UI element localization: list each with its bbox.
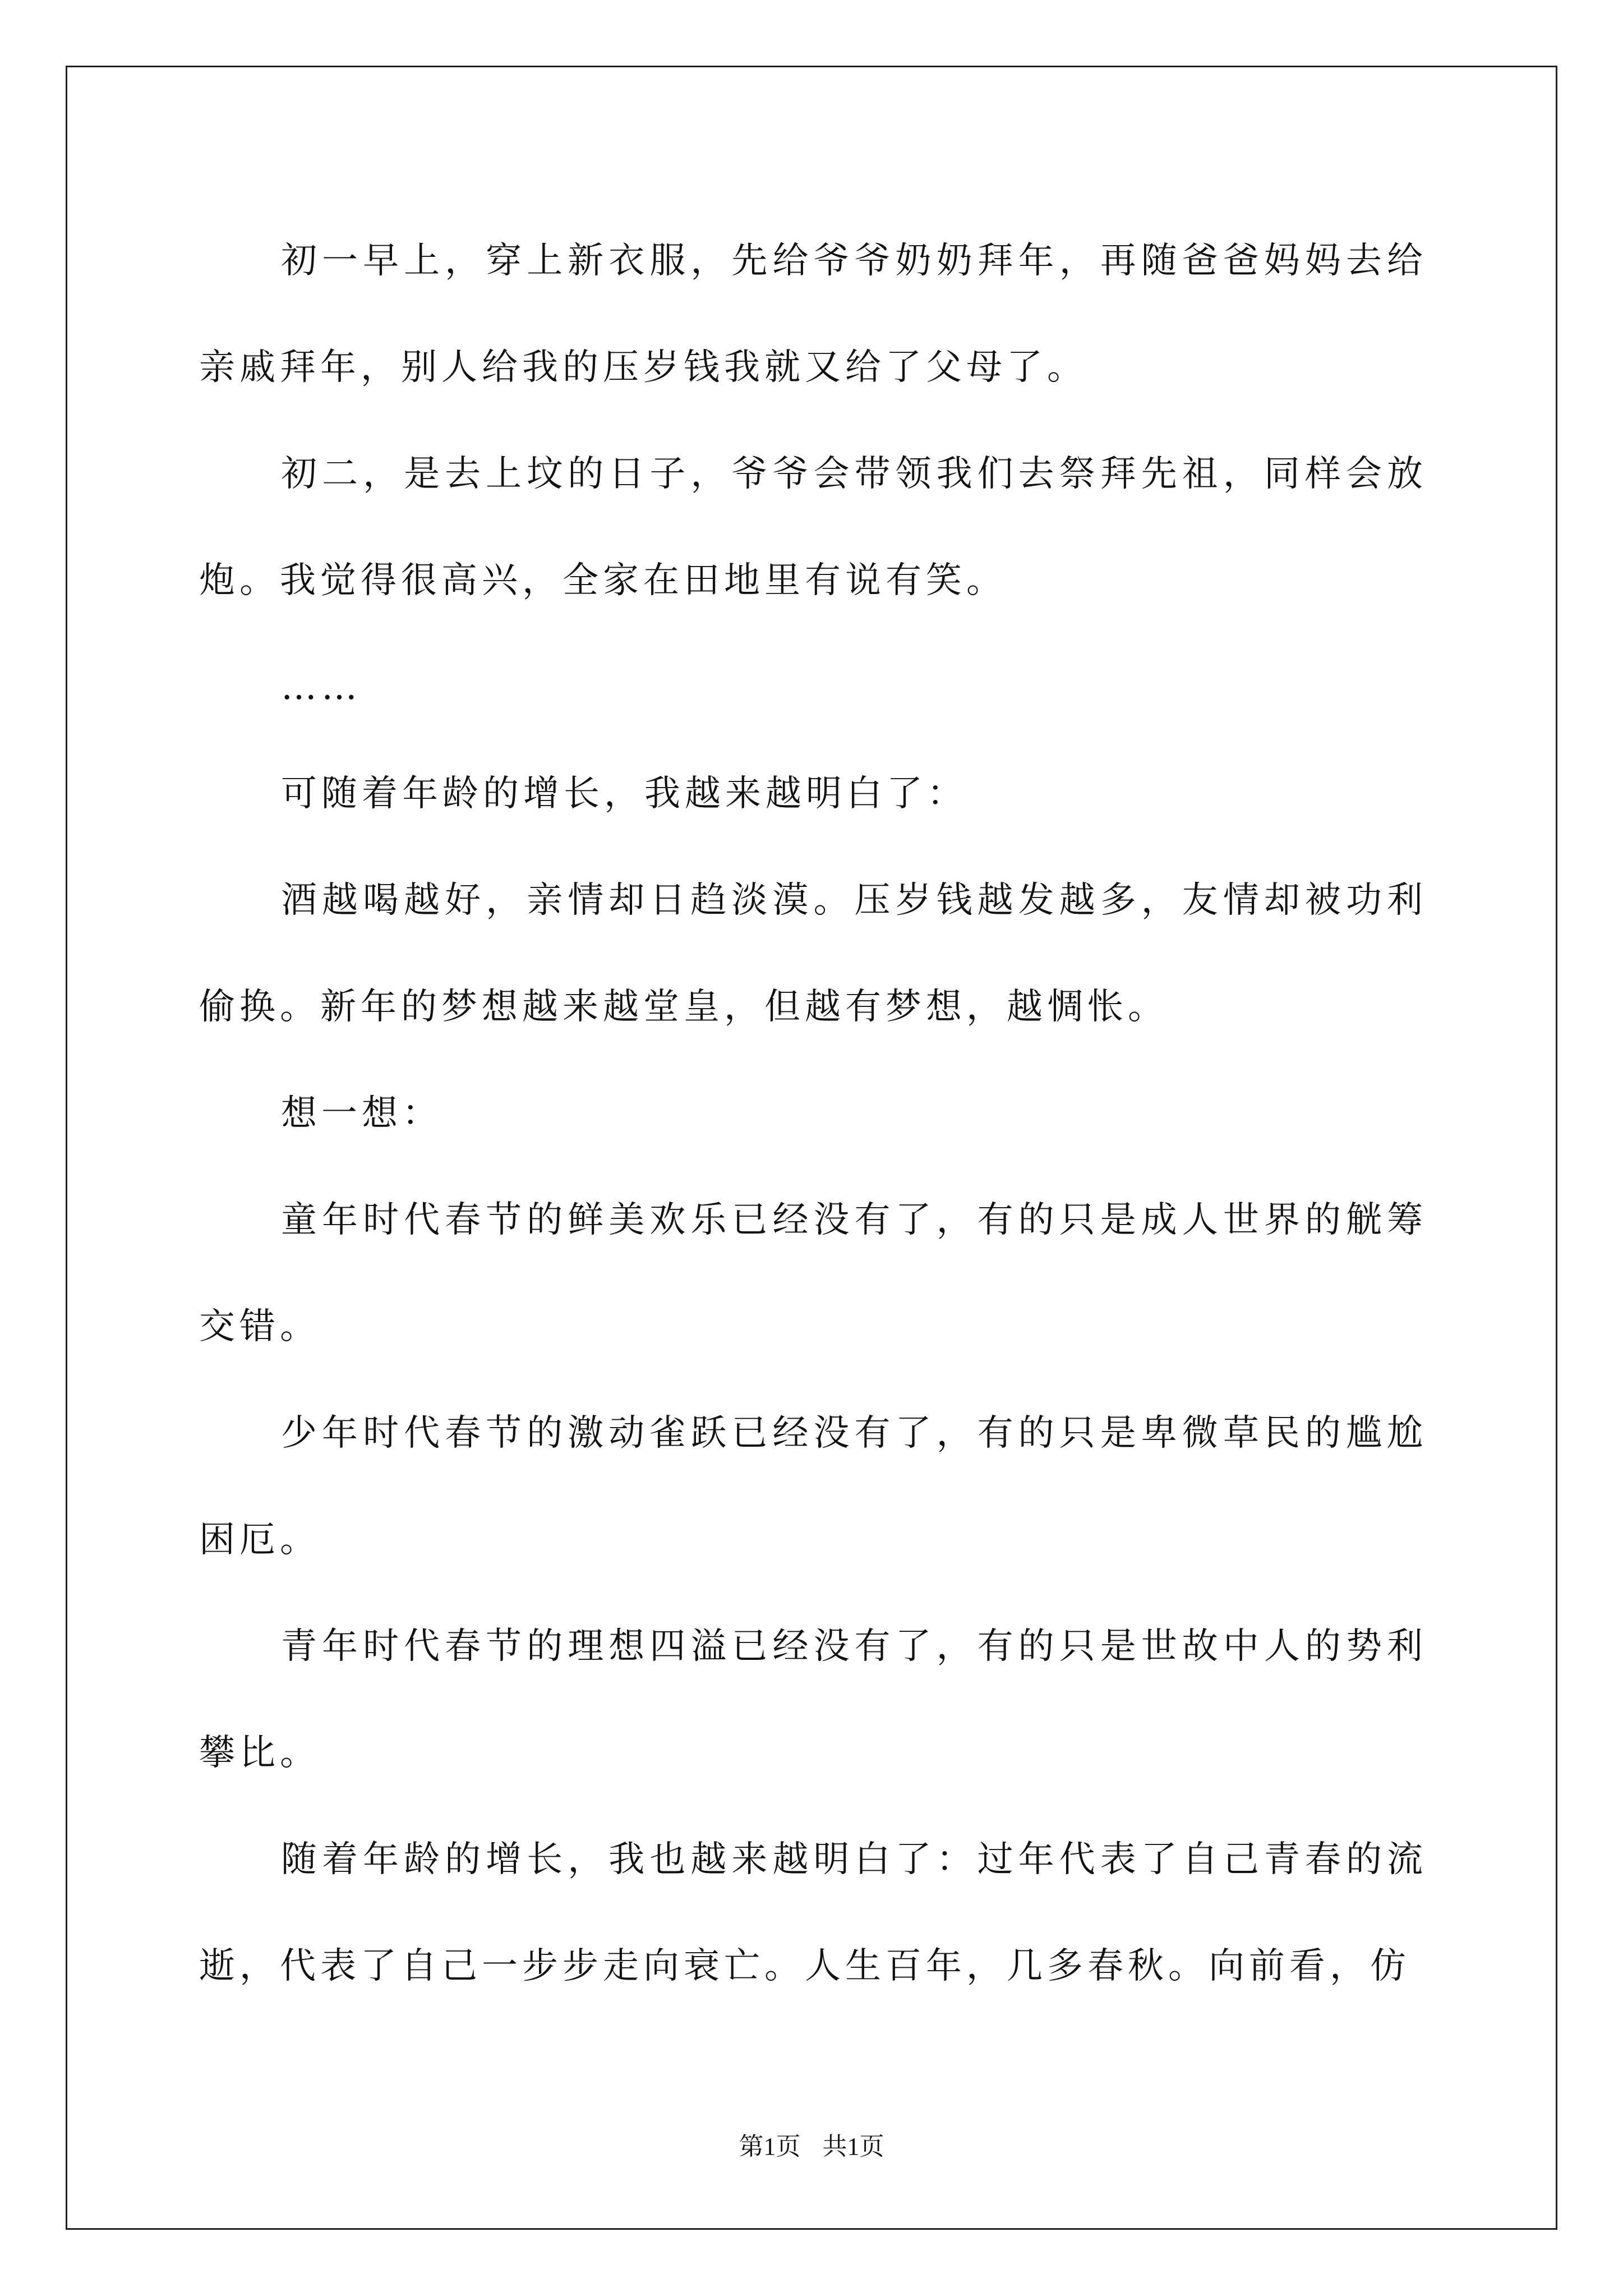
paragraph-6: 童年时代春节的鲜美欢乐已经没有了，有的只是成人世界的觥筹交错。: [199, 1199, 1427, 1347]
paragraph-1: 初一早上，穿上新衣服，先给爷爷奶奶拜年，再随爸爸妈妈去给亲戚拜年，别人给我的压岁钱我就又给了父母了。: [199, 240, 1427, 388]
paragraph-5: 想一想：: [281, 1093, 442, 1134]
paragraph-ellipsis: ……: [281, 666, 362, 708]
paragraph-2: 初二，是去上坟的日子，爷爷会带领我们去祭拜先祖，同样会放炮。我觉得很高兴，全家在田地里有说有笑。: [199, 453, 1427, 601]
paragraph-8: 青年时代春节的理想四溢已经没有了，有的只是世故中人的势利攀比。: [199, 1626, 1427, 1774]
page-footer: [0, 2126, 1623, 2162]
page-total: 共1页: [822, 2133, 884, 2160]
paragraph-4: 酒越喝越好，亲情却日趋淡漠。压岁钱越发越多，友情却被功利偷换。新年的梦想越来越堂皇，但越有梦想，越惆怅。: [199, 880, 1427, 1028]
paragraph-3: 可随着年龄的增长，我越来越明白了：: [281, 773, 967, 815]
paragraph-7: 少年时代春节的激动雀跃已经没有了，有的只是卑微草民的尴尬困厄。: [199, 1412, 1427, 1561]
document-body: [199, 208, 1427, 2019]
paragraph-9: 随着年龄的增长，我也越来越明白了：过年代表了自己青春的流逝，代表了自己一步步走向衰亡。人生百年，几多春秋。向前看，仿: [199, 1839, 1427, 1987]
page-number: 第1页: [739, 2133, 801, 2160]
